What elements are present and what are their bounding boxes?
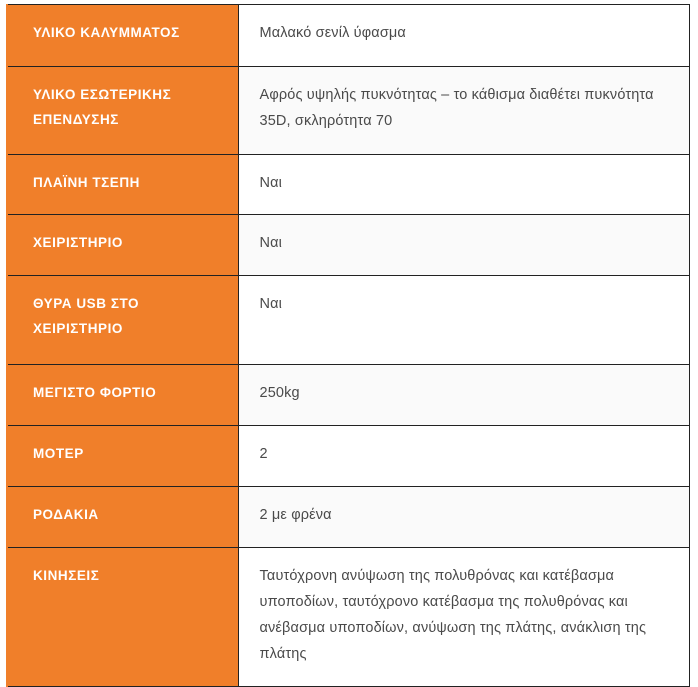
spec-label-cell (7, 365, 238, 426)
table-row (7, 548, 690, 687)
table-row (7, 487, 690, 548)
spec-label-text: ΜΟΤΕΡ (33, 446, 84, 461)
table-row (7, 67, 690, 155)
spec-value-cell (238, 365, 690, 426)
spec-label-text: ΚΙΝΗΣΕΙΣ (33, 568, 100, 583)
spec-value-cell (238, 276, 690, 365)
spec-label-cell (7, 155, 238, 215)
spec-value-cell (238, 155, 690, 215)
spec-value-cell (238, 5, 690, 67)
spec-value-text: Ναι (259, 175, 283, 191)
spec-value-text: 2 με φρένα (259, 507, 332, 523)
spec-label-cell (7, 215, 238, 276)
spec-value-cell (238, 548, 690, 687)
spec-value-cell (238, 426, 690, 487)
table-row (7, 276, 690, 365)
spec-value-cell (238, 215, 690, 276)
spec-value-cell (238, 487, 690, 548)
table-row (7, 155, 690, 215)
table-row (7, 365, 690, 426)
spec-label-text: ΘΥΡΑ USB ΣΤΟ ΧΕΙΡΙΣΤΗΡΙΟ (33, 296, 140, 336)
specification-table-body (7, 5, 690, 687)
specification-table (6, 4, 690, 687)
spec-label-text: ΥΛΙΚΟ ΚΑΛΥΜΜΑΤΟΣ (33, 25, 180, 40)
spec-label-cell (7, 276, 238, 365)
spec-label-cell (7, 487, 238, 548)
spec-value-text: Ταυτόχρονη ανύψωση της πολυθρόνας και κατέβασμα υποποδίων, ταυτόχρονο κατέβασμα της πολυθρόνας και ανέβασμα υποποδίων, ανύψωση της πλάτης, ανάκλιση της πλάτης (259, 568, 647, 662)
spec-value-text: Μαλακό σενίλ ύφασμα (259, 25, 406, 41)
spec-label-text: ΡΟΔΑΚΙΑ (33, 507, 99, 522)
spec-label-text: ΥΛΙΚΟ ΕΣΩΤΕΡΙΚΗΣ ΕΠΕΝΔΥΣΗΣ (33, 87, 172, 127)
spec-value-text: Ναι (259, 296, 283, 312)
spec-value-text: 2 (259, 446, 268, 462)
table-row (7, 426, 690, 487)
spec-label-cell (7, 426, 238, 487)
table-row (7, 5, 690, 67)
spec-label-text: ΠΛΑΪΝΗ ΤΣΕΠΗ (33, 175, 140, 190)
spec-label-cell (7, 67, 238, 155)
spec-value-text: Αφρός υψηλής πυκνότητας – το κάθισμα διαθέτει πυκνότητα 35D, σκληρότητα 70 (259, 87, 654, 129)
spec-label-text: ΧΕΙΡΙΣΤΗΡΙΟ (33, 235, 123, 250)
spec-label-cell (7, 548, 238, 687)
spec-value-text: 250kg (259, 385, 300, 401)
spec-label-cell (7, 5, 238, 67)
table-row (7, 215, 690, 276)
spec-value-cell (238, 67, 690, 155)
spec-label-text: ΜΕΓΙΣΤΟ ΦΟΡΤΙΟ (33, 385, 157, 400)
spec-value-text: Ναι (259, 235, 283, 251)
